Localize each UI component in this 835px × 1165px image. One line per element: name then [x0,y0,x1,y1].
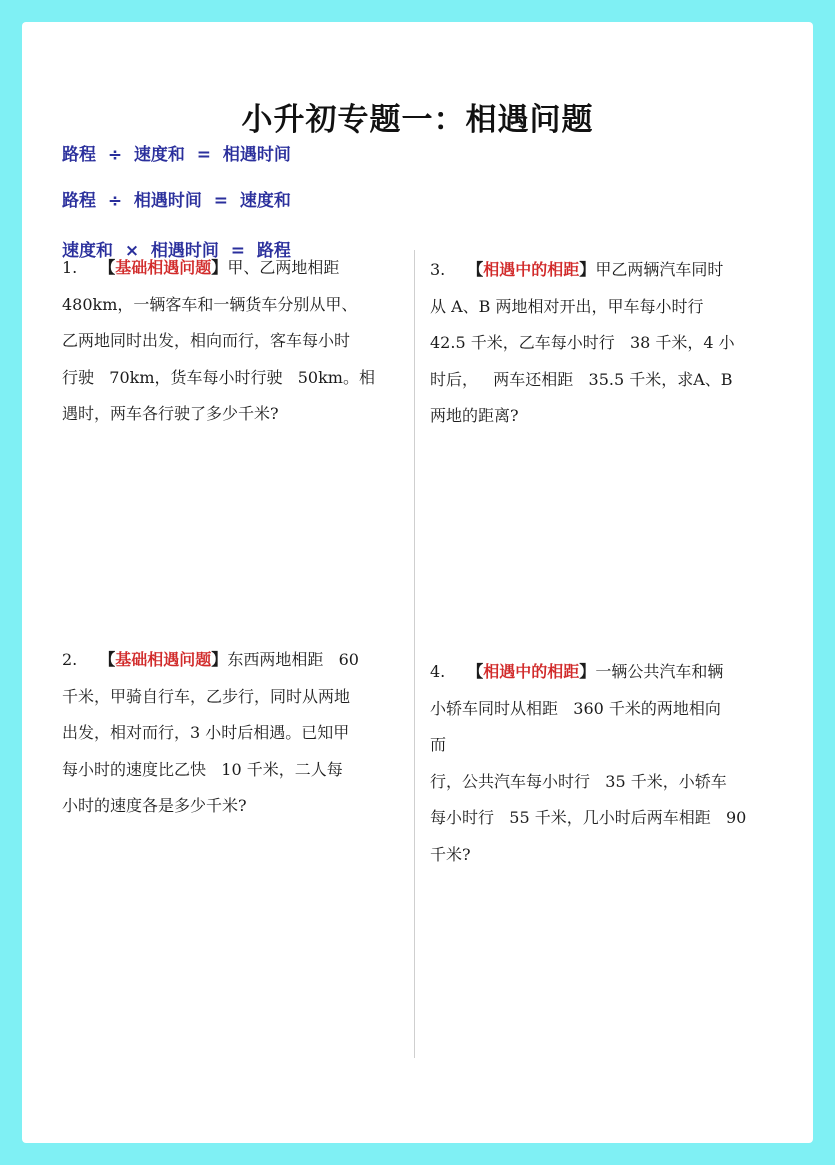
problem-number: 2. [62,650,78,669]
problem-line: 42.5 千米，乙车每小时行 38 千米，4 小 [430,333,735,352]
problem-line: 两地的距离? [430,406,519,425]
problem-line: 乙两地同时出发，相向而行，客车每小时 [62,331,351,350]
problem-number: 1. [62,258,78,277]
problem-line: 千米，甲骑自行车，乙步行，同时从两地 [62,686,351,706]
problem-line: 行驶 70km，货车每小时行驶 50km。相 [62,367,375,387]
page-title: 小升初专题一：相遇问题 [241,102,594,138]
problem-tag: 【相遇中的相距】 [467,260,596,279]
problem-tag: 【基础相遇问题】 [99,258,228,277]
problem-line: 而 [430,735,447,754]
problem-text: 甲乙两辆汽车同时 [595,260,724,279]
formula-2: 路程 ÷ 相遇时间 = 速度和 [62,191,291,211]
problem-3-first-line [430,252,790,289]
problem-number: 3. [430,260,446,279]
worksheet-page [22,22,813,1143]
problem-line: 遇时，两车各行驶了多少千米? [62,404,279,423]
column-divider [414,250,415,1058]
problem-line: 每小时的速度比乙快 10 千米，二人每 [62,759,343,779]
problem-1-first-line [62,250,412,287]
problem-2 [62,642,412,825]
problem-line: 时后， 两车还相距 35.5 千米，求A、B [430,369,733,389]
problem-tag: 【相遇中的相距】 [467,662,596,681]
problem-text: 东西两地相距 60 [227,650,359,669]
problem-line: 小轿车同时从相距 360 千米的两地相向 [430,698,721,718]
problem-4 [430,654,800,873]
problem-line: 千米? [430,844,471,864]
problem-number: 4. [430,662,446,681]
problem-text: 甲、乙两地相距 [227,258,340,277]
problem-tag: 【基础相遇问题】 [99,650,228,669]
problem-1 [62,250,412,433]
problem-line: 每小时行 55 千米，几小时后两车相距 90 [430,808,747,827]
problem-2-first-line [62,642,412,679]
problem-3 [430,252,790,435]
problem-line: 行，公共汽车每小时行 35 千米，小轿车 [430,771,727,791]
problem-text: 一辆公共汽车和辆 [595,662,724,681]
problem-line: 480km，一辆客车和一辆货车分别从甲、 [62,294,358,314]
problem-4-first-line [430,654,800,691]
problem-line: 小时的速度各是多少千米? [62,796,247,815]
formula-1: 路程 ÷ 速度和 = 相遇时间 [62,145,291,165]
problem-line: 出发，相对而行，3 小时后相遇。已知甲 [62,723,350,742]
problem-line: 从 A、B 两地相对开出，甲车每小时行 [430,296,704,316]
formula-3: 速度和 × 相遇时间 = 路程 [62,241,291,261]
